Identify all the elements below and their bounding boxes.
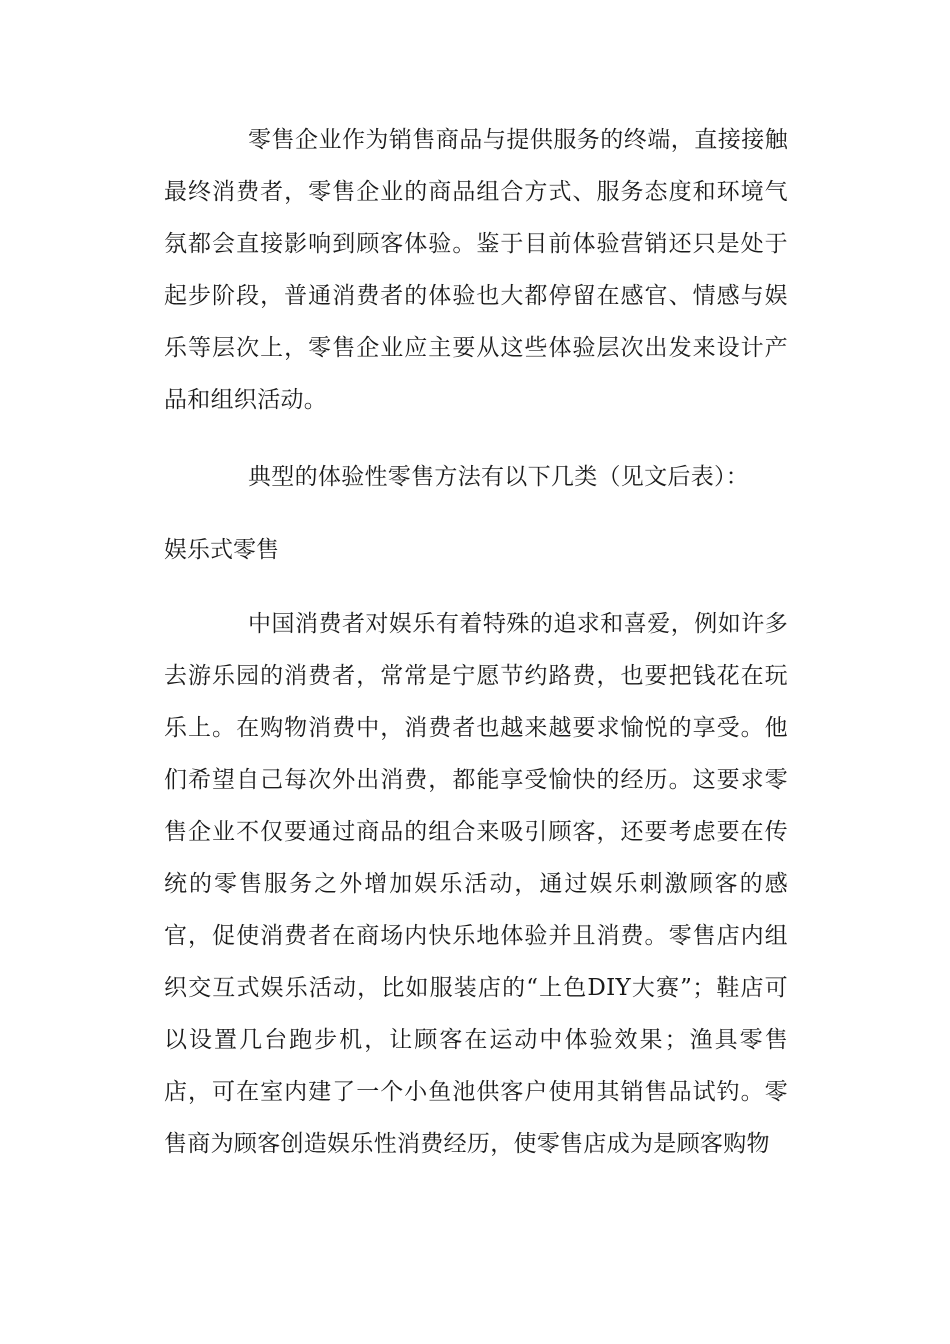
paragraph-entertainment-retail: 中国消费者对娱乐有着特殊的追求和喜爱，例如许多去游乐园的消费者，常常是宁愿节约路费，也要把钱花在玩乐上。在购物消费中，消费者也越来越要求愉悦的享受。他们希望自己每次外出消费，都能享受愉快的经历。这要求零售企业不仅要通过商品的组合来吸引顾客，还要考虑要在传统的零售服务之外增加娱乐活动，通过娱乐刺激顾客的感官，促使消费者在商场内快乐地体验并且消费。零售店内组织交互式娱乐活动，比如服装店的“上色DIY大赛”；鞋店可以设置几台跑步机，让顾客在运动中体验效果；渔具零售店，可在室内建了一个小鱼池供客户使用其销售品试钓。零售商为顾客创造娱乐性消费经历，使零售店成为是顾客购物	[164, 611, 788, 1157]
section-heading-entertainment-retail: 娱乐式零售	[164, 537, 279, 563]
paragraph-retail-experience: 零售企业作为销售商品与提供服务的终端，直接接触最终消费者，零售企业的商品组合方式、服务态度和环境气氛都会直接影响到顾客体验。鉴于目前体验营销还只是处于起步阶段，普通消费者的体验也大都停留在感官、情感与娱乐等层次上，零售企业应主要从这些体验层次出发来设计产品和组织活动。	[164, 127, 788, 413]
paragraph-experiential-methods: 典型的体验性零售方法有以下几类（见文后表）：	[248, 464, 750, 490]
